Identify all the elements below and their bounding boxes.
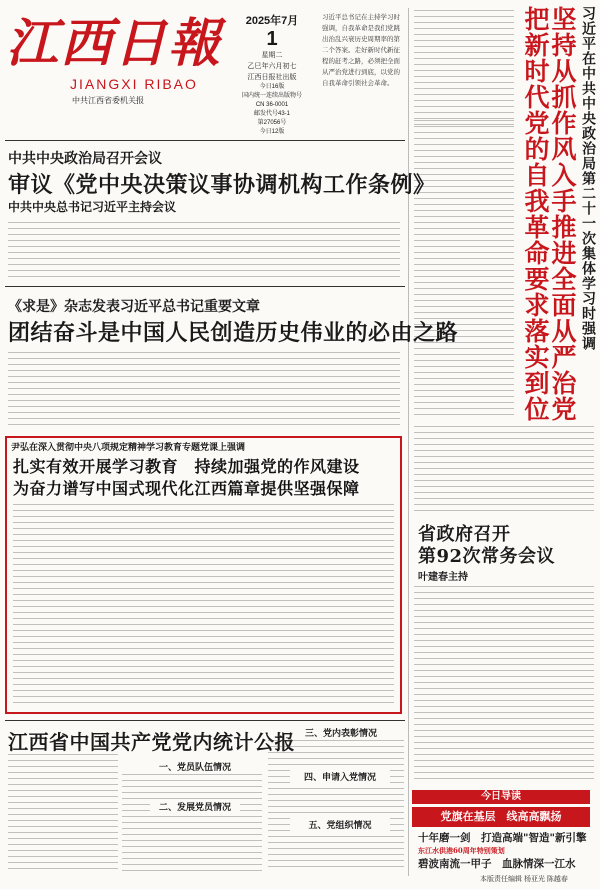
masthead-org: 中共江西省委机关报 bbox=[72, 96, 144, 105]
masthead-title: 江西日報 bbox=[6, 13, 223, 74]
story3-headline-2: 第92次常务会议 bbox=[418, 546, 556, 567]
story4-section-1: 一、党员队伍情况 bbox=[158, 763, 231, 773]
right-body-lower bbox=[414, 426, 594, 512]
feature-headline-1: 扎实有效开展学习教育 持续加强党的作风建设 bbox=[13, 457, 360, 476]
right-body-top bbox=[414, 10, 514, 130]
feature-box bbox=[5, 436, 402, 714]
date-weekday: 星期二 bbox=[261, 52, 283, 59]
story4-section-2: 二、发展党员情况 bbox=[150, 800, 240, 813]
footer-editors: 本版责任编辑 杨亚光 陈越春 bbox=[480, 876, 568, 883]
story4-body-col1 bbox=[8, 754, 118, 872]
masthead-pinyin: JIANGXI RIBAO bbox=[70, 76, 198, 92]
story1-body bbox=[8, 222, 400, 280]
story4-headline: 江西省中国共产党党内统计公报 bbox=[8, 730, 295, 754]
story4-section-5: 五、党组织情况 bbox=[290, 818, 390, 831]
date-issue: 今日16版 bbox=[259, 84, 285, 90]
date-lunar: 乙巳年六月初七 bbox=[247, 63, 297, 70]
today-guide-banner[interactable]: 党旗在基层 线高高飘扬 bbox=[412, 807, 590, 827]
story2-kicker: 《求是》杂志发表习近平总书记重要文章 bbox=[8, 299, 260, 315]
date-site: 江西日报社出版 bbox=[247, 74, 297, 81]
date-issue-total: 今日12版 bbox=[259, 129, 285, 135]
guide-tease-2-kicker: 东江水供港60周年特别策划 bbox=[418, 846, 505, 855]
right-headline-small: 习近平在中共中央政治局第二十一次集体学习时强调 bbox=[580, 6, 596, 351]
date-code3: 邮发代号43-1 bbox=[253, 111, 290, 117]
right-headline-big: 坚持从抓作风入手推进全面从严治党 把新时代党的自我革命要求落实到位 bbox=[521, 6, 577, 422]
story4-section-4: 四、申请入党情况 bbox=[290, 770, 390, 783]
date-day: 1 bbox=[266, 28, 278, 50]
guide-tease-2[interactable]: 碧波南流一甲子 血脉情深一江水 bbox=[418, 858, 576, 870]
date-code2: CN 36-0001 bbox=[255, 102, 289, 108]
feature-kicker: 尹弘在深入贯彻中央八项规定精神学习教育专题党课上强调 bbox=[11, 443, 246, 453]
story3-sub: 叶建春主持 bbox=[418, 572, 468, 583]
rule-1 bbox=[5, 286, 405, 287]
story1-kicker: 中共中央政治局召开会议 bbox=[8, 151, 162, 167]
today-guide-label: 今日导读 bbox=[412, 790, 590, 804]
rule-2 bbox=[5, 720, 405, 721]
date-code1: 国内统一连续出版物号 bbox=[241, 93, 302, 99]
story1-sub: 中共中央总书记习近平主持会议 bbox=[8, 200, 177, 214]
column-divider bbox=[408, 8, 409, 876]
feature-body bbox=[13, 504, 394, 708]
story2-body bbox=[8, 352, 400, 430]
story3-headline: 省政府召开 bbox=[418, 524, 511, 545]
story3-body bbox=[414, 586, 594, 782]
story4-section-3: 三、党内表彰情况 bbox=[304, 729, 377, 739]
story2-headline: 团结奋斗是中国人民创造历史伟业的必由之路 bbox=[8, 320, 459, 346]
right-body-mid bbox=[414, 120, 514, 420]
date-year-month: 2025年7月 bbox=[245, 15, 299, 27]
date-box bbox=[232, 12, 312, 134]
date-issue-no: 第27056号 bbox=[257, 120, 287, 126]
guide-tease-1[interactable]: 十年磨一剑 打造高端"智造"新引擎 bbox=[418, 832, 587, 844]
story4-body-col3 bbox=[268, 740, 404, 872]
quote-box: 习近平总书记在主持学习时强调，自我革命是我们党跳出治乱兴衰历史周期率的第二个答案。走好新时代新征程的赶考之路，必须把全面从严治党进行到底，以党的自我革命引领社会革命。 bbox=[322, 13, 400, 87]
feature-headline-2: 为奋力谱写中国式现代化江西篇章提供坚强保障 bbox=[13, 479, 360, 498]
story1-headline: 审议《党中央决策议事协调机构工作条例》 bbox=[8, 172, 436, 198]
story4-body-col2 bbox=[122, 774, 262, 872]
masthead-rule bbox=[5, 140, 405, 141]
